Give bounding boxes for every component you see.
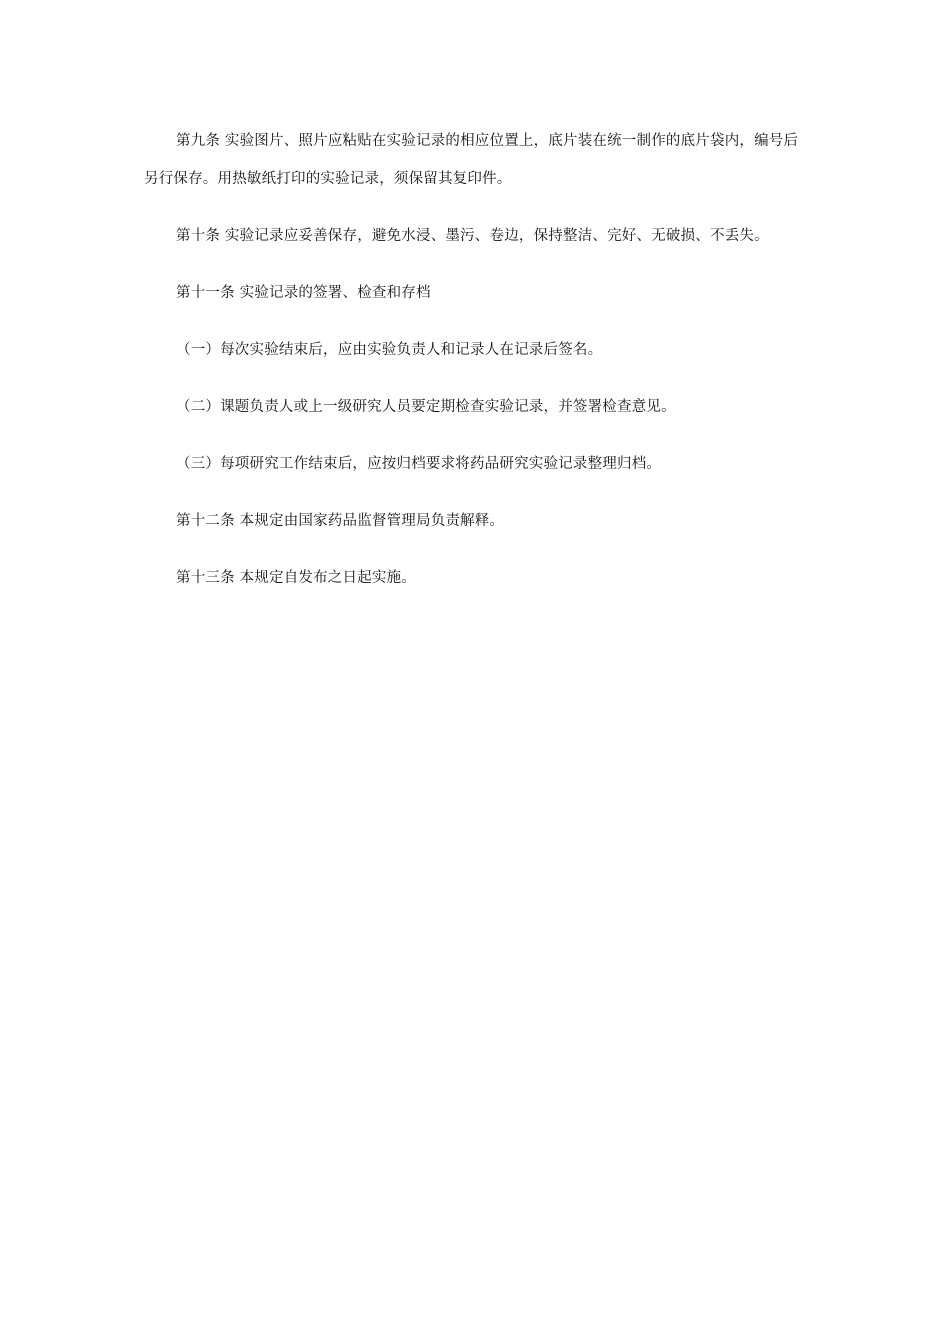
paragraph-article-11-item-1: （一）每次实验结束后，应由实验负责人和记录人在记录后签名。 <box>176 342 603 358</box>
paragraph-article-12: 第十二条 本规定由国家药品监督管理局负责解释。 <box>176 513 505 529</box>
paragraph-article-9: 第九条 实验图片、照片应粘贴在实验记录的相应位置上，底片装在统一制作的底片袋内，编号后另行保存。用热敏纸打印的实验记录，须保留其复印件。 <box>144 133 799 187</box>
paragraph-article-11-heading: 第十一条 实验记录的签署、检查和存档 <box>176 285 431 301</box>
paragraph-article-11-item-3: （三）每项研究工作结束后，应按归档要求将药品研究实验记录整理归档。 <box>176 456 662 472</box>
document-body <box>144 122 808 616</box>
paragraph-article-10: 第十条 实验记录应妥善保存，避免水浸、墨污、卷边，保持整洁、完好、无破损、不丢失。 <box>176 228 769 244</box>
paragraph-article-11-item-2: （二）课题负责人或上一级研究人员要定期检查实验记录，并签署检查意见。 <box>176 399 676 415</box>
paragraph-article-13: 第十三条 本规定自发布之日起实施。 <box>176 570 417 586</box>
